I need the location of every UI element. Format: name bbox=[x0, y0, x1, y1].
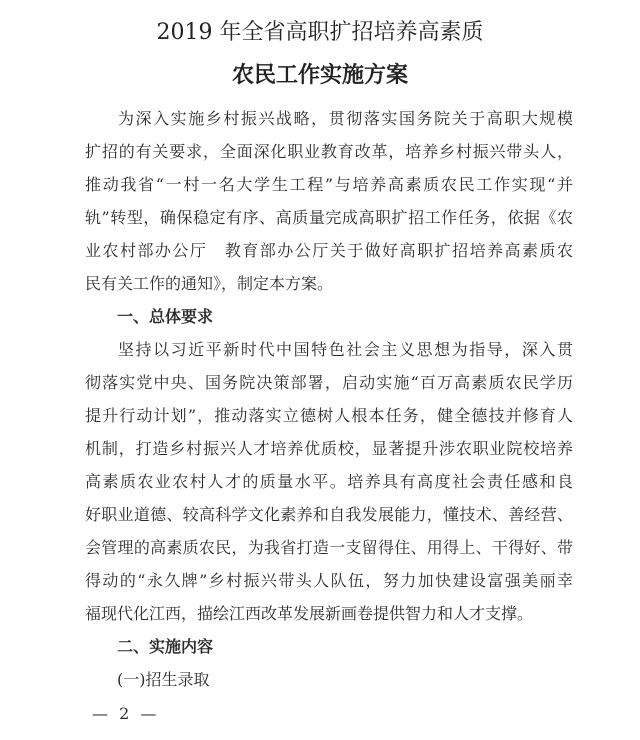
document-body bbox=[85, 96, 573, 728]
section-heading-general-requirements: 一、总体要求 bbox=[117, 307, 214, 326]
text-line: 扩招的有关要求，全面深化职业教育改革，培养乡村振兴带头人， bbox=[85, 142, 573, 161]
text-line: 高素质农业农村人才的质量水平。培养具有高度社会责任感和良 bbox=[85, 472, 573, 491]
text-line: 得动的“永久牌”乡村振兴带头人队伍，努力加快建设富强美丽幸 bbox=[85, 571, 573, 590]
text-line: 彻落实党中央、国务院决策部署，启动实施“百万高素质农民学历 bbox=[85, 373, 573, 392]
text-line: 好职业道德、较高科学文化素养和自我发展能力，懂技术、善经营、 bbox=[85, 505, 573, 524]
subheading-enrollment: (一)招生录取 bbox=[117, 670, 210, 689]
document-title-line1: 2019 年全省高职扩招培养高素质 bbox=[156, 20, 484, 45]
paragraph-intro bbox=[85, 102, 573, 300]
text-line: 提升行动计划”，推动落实立德树人根本任务，健全德技并修育人 bbox=[85, 406, 573, 425]
document-title-line2: 农民工作实施方案 bbox=[231, 62, 408, 88]
text-line: 轨”转型，确保稳定有序、高质量完成高职扩招工作任务，依据《农 bbox=[85, 208, 573, 227]
document-title bbox=[0, 0, 640, 96]
paragraph-general-requirements bbox=[85, 333, 573, 630]
text-line: 机制，打造乡村振兴人才培养优质校，显著提升涉农职业院校培养 bbox=[85, 439, 573, 458]
text-line: 民有关工作的通知》，制定本方案。 bbox=[85, 274, 334, 293]
page-number: — 2 — bbox=[92, 704, 160, 723]
text-line: 会管理的高素质农民，为我省打造一支留得住、用得上、干得好、带 bbox=[85, 538, 573, 557]
text-line: 坚持以习近平新时代中国特色社会主义思想为指导，深入贯 bbox=[118, 340, 573, 359]
text-line: 推动我省“一村一名大学生工程”与培养高素质农民工作实现“并 bbox=[85, 175, 573, 194]
text-line: 福现代化江西，描绘江西改革发展新画卷提供智力和人才支撑。 bbox=[85, 604, 534, 623]
text-line: 业农村部办公厅 教育部办公厅关于做好高职扩招培养高素质农 bbox=[85, 241, 573, 260]
section-heading-implementation: 二、实施内容 bbox=[117, 637, 214, 656]
text-line: 为深入实施乡村振兴战略，贯彻落实国务院关于高职大规模 bbox=[118, 109, 573, 128]
